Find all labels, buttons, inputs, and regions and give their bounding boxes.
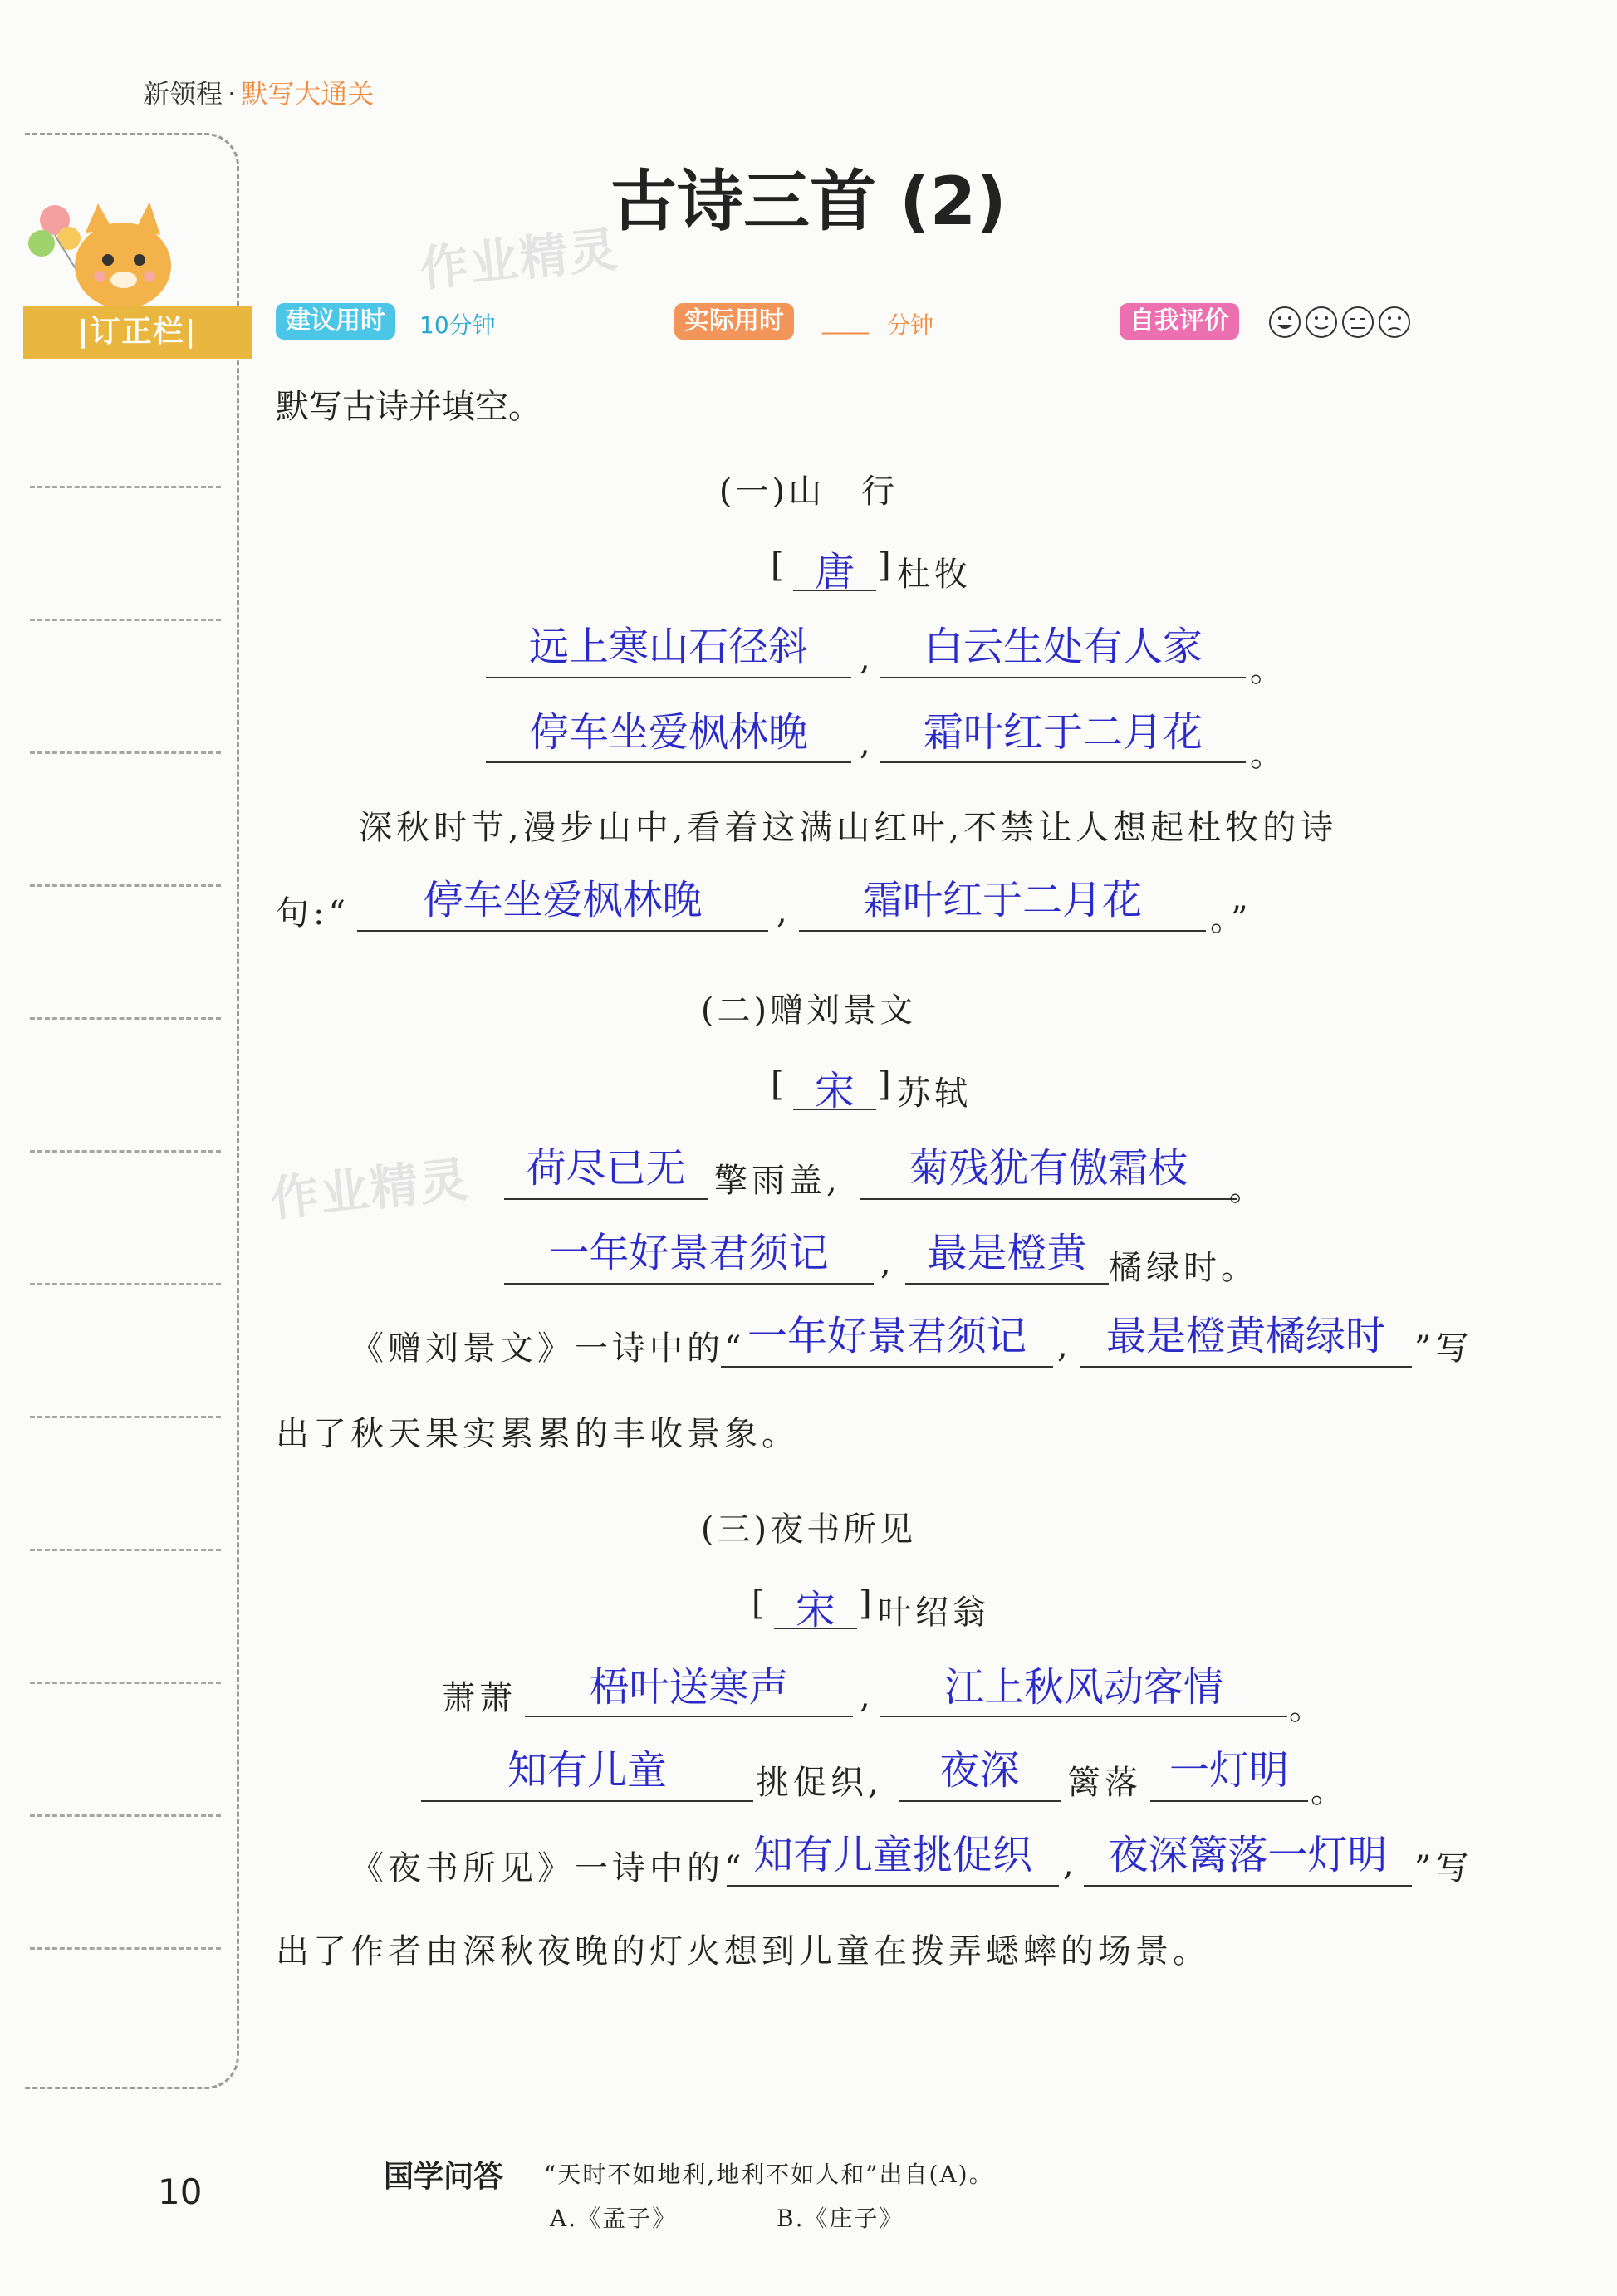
answer-line <box>793 590 876 591</box>
answer-line <box>1080 1366 1412 1368</box>
answer-line <box>774 1628 857 1629</box>
guoxue-option-b: B.《庄子》 <box>777 2205 904 2232</box>
poem1-question-suffix: 。” <box>1210 900 1252 938</box>
sidebar-ruled-line <box>30 751 221 754</box>
bracket-open: [ <box>752 1584 769 1623</box>
poem1-answer-b: 霜叶红于二月花 <box>862 877 1142 923</box>
poem2-line2-end: 橘绿时。 <box>1109 1249 1258 1287</box>
comma: , <box>860 724 875 762</box>
poem2-author: 苏轼 <box>897 1075 972 1113</box>
bracket-close: ] <box>878 546 895 585</box>
poem2-line2-a: 一年好景君须记 <box>549 1230 829 1276</box>
poem3-line1-b: 江上秋风动客情 <box>943 1664 1223 1711</box>
poem1-line2-b: 霜叶红于二月花 <box>923 709 1203 756</box>
book-name: 新领程 <box>143 78 223 110</box>
poem1-question-line1: 深秋时节,漫步山中,看着这满山红叶,不禁让人想起杜牧的诗 <box>359 809 1338 847</box>
poem2-answer-b: 最是橙黄橘绿时 <box>1105 1313 1385 1359</box>
poem3-line2-c: 一灯明 <box>1169 1747 1289 1794</box>
poem3-line1-pre: 萧萧 <box>442 1679 517 1717</box>
poem3-title: (三)夜书所见 <box>700 1510 917 1549</box>
poem3-question-line2: 出了作者由深秋夜晚的灯火想到儿童在拨弄蟋蟀的场景。 <box>276 1932 1210 1970</box>
answer-line <box>860 1198 1237 1200</box>
period: 。 <box>1289 1689 1326 1727</box>
sidebar-ruled-line <box>30 1283 221 1285</box>
comma: , <box>860 1677 875 1716</box>
comma: , <box>880 1244 895 1282</box>
actual-time-unit: 分钟 <box>887 311 934 339</box>
poem1-question-prefix: 句:“ <box>276 894 350 933</box>
period: 。 <box>1250 651 1287 689</box>
bracket-open: [ <box>771 546 788 585</box>
sad-face-icon <box>1379 307 1409 337</box>
running-header <box>143 73 374 111</box>
comma: , <box>1063 1845 1078 1883</box>
poem3-line1-a: 梧叶送寒声 <box>589 1664 789 1711</box>
poem2-line2-b: 最是橙黄 <box>927 1230 1087 1276</box>
answer-line <box>799 930 1206 932</box>
answer-line <box>905 1283 1109 1285</box>
suggested-time-value: 10分钟 <box>419 311 496 339</box>
answer-line <box>880 1716 1287 1717</box>
answer-line <box>793 1109 876 1110</box>
poem2-line1-mid: 擎雨盖, <box>714 1162 841 1200</box>
answer-line <box>880 761 1246 763</box>
guoxue-label: 国学问答 <box>384 2160 504 2194</box>
answer-line <box>486 677 851 678</box>
guoxue-option-a: A.《孟子》 <box>550 2205 678 2232</box>
actual-time-badge: 实际用时 <box>674 303 794 340</box>
sidebar-ruled-line <box>30 884 221 887</box>
self-eval-badge: 自我评价 <box>1120 303 1239 340</box>
period: 。 <box>1311 1772 1348 1810</box>
correction-sidebar <box>25 133 239 2089</box>
sidebar-ruled-line <box>30 1416 221 1418</box>
sidebar-ruled-line <box>30 1947 221 1950</box>
suggested-time-badge: 建议用时 <box>276 303 395 340</box>
answer-line <box>899 1800 1061 1802</box>
watermark: 作业精灵 <box>267 1150 473 1228</box>
answer-line <box>721 1366 1053 1368</box>
correction-column-tag: |订正栏| <box>23 306 252 359</box>
smile-face-icon <box>1306 307 1336 337</box>
poem1-title: (一)山 行 <box>718 472 899 511</box>
poem3-line2-b: 夜深 <box>939 1747 1020 1794</box>
answer-line <box>525 1716 853 1717</box>
poem2-line1-a: 荷尽已无 <box>526 1145 686 1192</box>
poem3-question-prefix: 《夜书所见》一诗中的“ <box>350 1849 746 1887</box>
answer-line <box>357 930 768 932</box>
watermark: 作业精灵 <box>417 220 622 298</box>
poem3-answer-b: 夜深篱落一灯明 <box>1108 1832 1388 1878</box>
comma: , <box>860 639 875 678</box>
poem3-question-after: ”写 <box>1414 1849 1473 1887</box>
sidebar-ruled-line <box>30 619 221 621</box>
answer-line <box>880 677 1246 678</box>
poem1-author: 杜牧 <box>897 556 972 594</box>
answer-line <box>421 1800 753 1802</box>
poem3-dynasty: 宋 <box>795 1587 835 1633</box>
sidebar-ruled-line <box>30 1814 221 1817</box>
comma: , <box>1057 1327 1072 1365</box>
poem1-line1-a: 远上寒山石径斜 <box>528 624 808 670</box>
poem3-line2-mid2: 篱落 <box>1067 1764 1142 1802</box>
answer-line <box>486 761 851 763</box>
period: 。 <box>1229 1170 1267 1208</box>
poem3-author: 叶绍翁 <box>878 1593 990 1632</box>
comma: , <box>777 893 791 931</box>
poem3-answer-a: 知有儿童挑促织 <box>752 1832 1032 1878</box>
answer-line <box>504 1283 874 1285</box>
poem2-dynasty: 宋 <box>814 1068 855 1114</box>
poem1-dynasty: 唐 <box>814 549 855 595</box>
poem2-question-after: ”写 <box>1414 1329 1473 1368</box>
sidebar-ruled-line <box>30 1150 221 1153</box>
bracket-close: ] <box>859 1584 876 1623</box>
poem2-question-prefix: 《赠刘景文》一诗中的“ <box>350 1329 746 1368</box>
page-number: 10 <box>158 2171 203 2212</box>
laughing-face-icon <box>1270 307 1300 337</box>
page-title: 古诗三首 (2) <box>610 163 1007 240</box>
neutral-face-icon <box>1343 307 1373 337</box>
poem2-line1-b: 菊残犹有傲霜枝 <box>909 1145 1188 1192</box>
series-name: 默写大通关 <box>241 78 375 110</box>
self-eval-faces <box>1268 305 1418 343</box>
header-separator: · <box>228 78 237 110</box>
poem2-answer-a: 一年好景君须记 <box>747 1313 1027 1359</box>
poem1-line2-a: 停车坐爱枫林晚 <box>528 709 808 756</box>
instruction: 默写古诗并填空。 <box>276 388 541 426</box>
poem1-answer-a: 停车坐爱枫林晚 <box>423 877 703 923</box>
answer-line <box>1084 1885 1412 1887</box>
bracket-open: [ <box>771 1065 788 1104</box>
poem3-line2-mid1: 挑促织, <box>756 1764 883 1802</box>
actual-time-blank: ____ <box>822 307 869 335</box>
answer-line <box>1150 1800 1308 1802</box>
answer-line <box>504 1198 708 1200</box>
sidebar-ruled-line <box>30 1682 221 1684</box>
poem2-title: (二)赠刘景文 <box>700 991 917 1030</box>
guoxue-question: “天时不如地利,地利不如人和”出自(A)。 <box>544 2161 994 2188</box>
poem2-question-line2: 出了秋天果实累累的丰收景象。 <box>276 1415 799 1453</box>
poem1-line1-b: 白云生处有人家 <box>923 624 1203 670</box>
period: 。 <box>1250 736 1287 774</box>
bracket-close: ] <box>878 1065 895 1104</box>
poem3-line2-a: 知有儿童 <box>507 1747 667 1794</box>
answer-line <box>727 1885 1059 1887</box>
